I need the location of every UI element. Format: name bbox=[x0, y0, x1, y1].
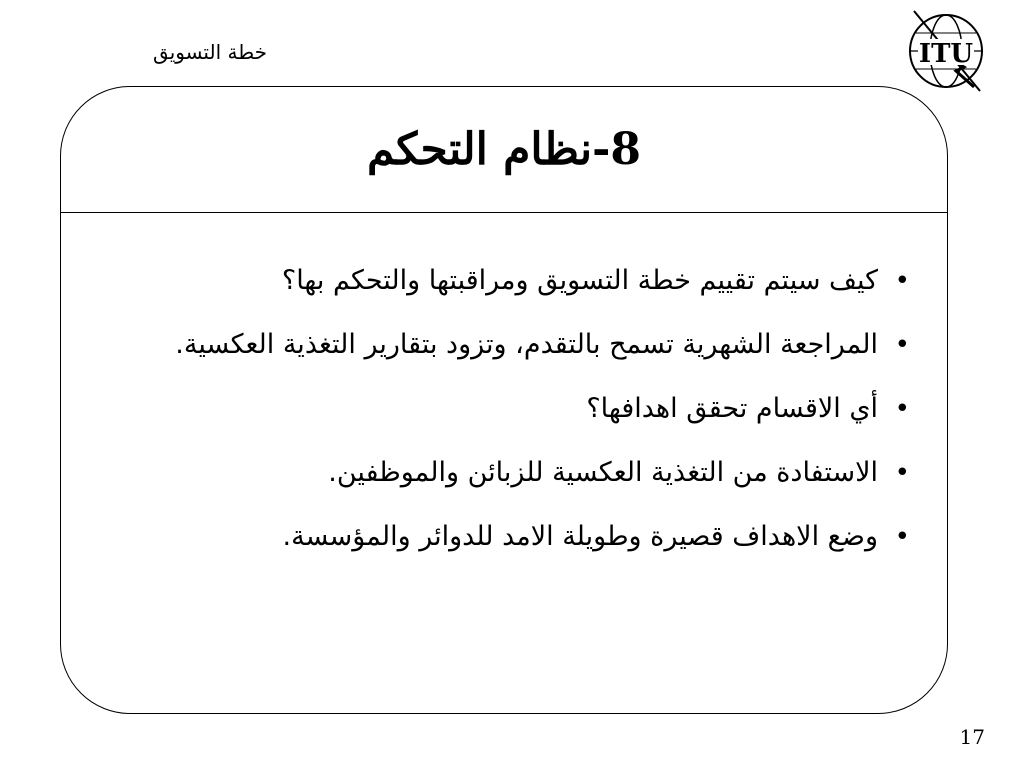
bullet-item: • الاستفادة من التغذية العكسية للزبائن والموظفين. bbox=[100, 448, 912, 498]
header-title: خطة التسويق bbox=[153, 40, 267, 64]
slide-heading: 8-نظام التحكم bbox=[366, 124, 642, 175]
bullet-item: • وضع الاهداف قصيرة وطويلة الامد للدوائر والمؤسسة. bbox=[100, 512, 912, 562]
bullet-item: • كيف سيتم تقييم خطة التسويق ومراقبتها والتحكم بها؟ bbox=[100, 256, 912, 306]
itu-logo-icon bbox=[900, 5, 992, 97]
bullet-list bbox=[100, 256, 912, 576]
page-number: 17 bbox=[959, 725, 985, 749]
logo-text: ITU bbox=[918, 39, 974, 69]
bullet-item: • المراجعة الشهرية تسمح بالتقدم، وتزود بتقارير التغذية العكسية. bbox=[100, 320, 912, 370]
heading-divider bbox=[60, 212, 948, 213]
bullet-item: • أي الاقسام تحقق اهدافها؟ bbox=[100, 384, 912, 434]
